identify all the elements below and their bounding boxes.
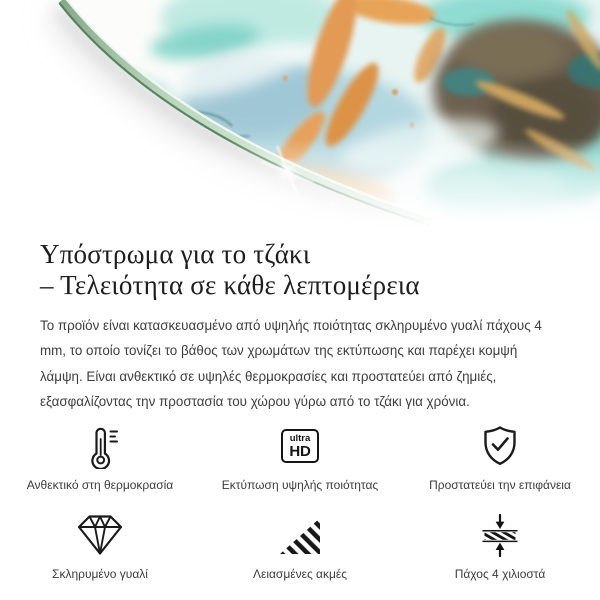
features-grid — [0, 423, 600, 581]
ultra-hd-badge-top: ultra — [289, 432, 311, 444]
diamond-icon — [76, 512, 124, 558]
ultra-hd-icon — [281, 423, 318, 469]
feature-item — [200, 423, 400, 492]
title-line-2: – Τελειότητα σε κάθε λεπτομέρεια — [40, 270, 420, 301]
polished-edges-icon — [277, 512, 323, 558]
thickness-icon — [477, 512, 523, 558]
title-line-1: Υπόστρωμα για το τζάκι — [40, 239, 311, 269]
feature-label: Πάχος 4 χιλιοστά — [454, 566, 546, 581]
thermometer-icon — [77, 423, 123, 469]
feature-item — [400, 423, 600, 492]
feature-label: Σκληρυμένο γυαλί — [52, 566, 148, 581]
feature-item — [0, 512, 200, 581]
page-title — [40, 239, 560, 302]
ultra-hd-badge-bottom: HD — [289, 442, 311, 460]
feature-item — [400, 512, 600, 581]
feature-label: Ανθεκτικό στη θερμοκρασία — [26, 477, 174, 492]
product-photo — [0, 0, 600, 235]
feature-item — [200, 512, 400, 581]
glass-panel-image — [0, 0, 600, 235]
product-description: Το προϊόν είναι κατασκευασμένο από υψηλής ποιότητας σκληρυμένο γυαλί πάχους 4 mm, το οποίο τονίζει το βάθος των χρωμάτων της εκτύπωσης και παρέχει κομψή λάμψη. Είναι ανθεκτικό σε υψηλές θερμοκρασίες και προστατεύει από ζημιές, εξασφαλίζοντας την προστασία του χώρου γύρω από το τζάκι για χρόνια. — [40, 317, 542, 410]
feature-label: Προστατεύει την επιφάνεια — [429, 477, 571, 492]
bottom-fade — [0, 130, 600, 235]
shield-check-icon — [477, 423, 523, 469]
feature-label: Λειασμένες ακμές — [252, 566, 348, 581]
feature-label: Εκτύπωση υψηλής ποιότητας — [221, 477, 379, 492]
feature-item — [0, 423, 200, 492]
